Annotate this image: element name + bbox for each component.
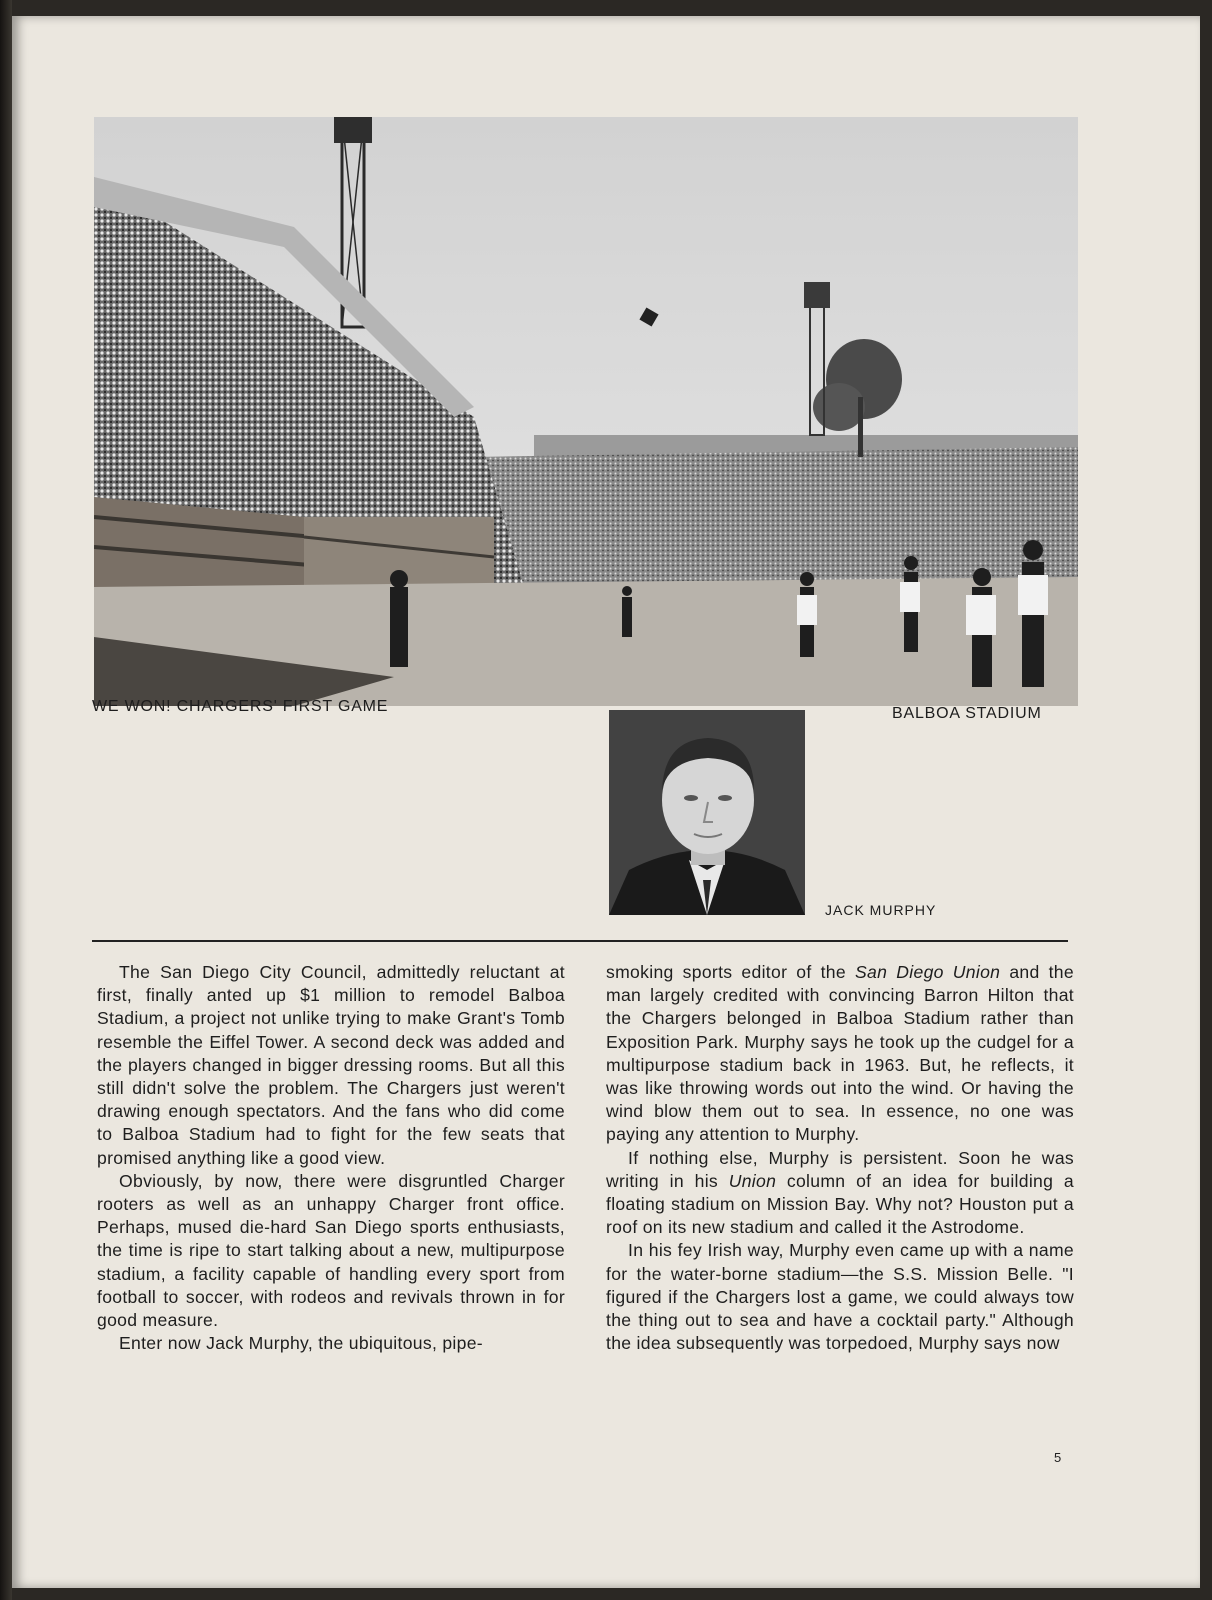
paragraph (606, 1147, 1074, 1240)
portrait-caption: JACK MURPHY (825, 902, 937, 918)
page-number: 5 (1054, 1450, 1062, 1465)
publication-name: Union (728, 1170, 777, 1191)
text-run: column of an idea for building a floating stadium on Mission Bay. Why not? Houston put a roof on its new stadium and called it the Astrodome. (606, 1170, 1074, 1238)
magazine-page (12, 16, 1200, 1588)
publication-name: San Diego Union (855, 962, 1001, 982)
paragraph: Enter now Jack Murphy, the ubiquitous, pipe- (119, 1333, 483, 1354)
text-run: If nothing else, Murphy is persistent. Soon he was writing in his (606, 1147, 1074, 1191)
paragraph: The San Diego City Council, admittedly reluctant at first, finally anted up $1 million to remodel Balboa Stadium, a project not unlike trying to make Grant's Tomb resemble the Eiffel Tower. A second deck was added and the players changed in bigger dressing rooms. But all this still didn't solve the problem. The Chargers just weren't drawing enough spectators. And the fans who did come to Balboa Stadium had to fight for the few seats that promised anything like a good view. (97, 962, 565, 1168)
photo-caption-right: BALBOA STADIUM (892, 705, 1042, 722)
paragraph (606, 961, 1074, 1147)
article-column-right (606, 961, 1074, 1355)
photo-caption-left: WE WON! CHARGERS' FIRST GAME (92, 698, 389, 715)
text-run: smoking sports editor of the (606, 962, 856, 982)
section-divider (92, 940, 1068, 942)
paragraph: In his fey Irish way, Murphy even came up with a name for the water-borne stadium—the S.S. Mission Belle. "I figured if the Chargers lost a game, we could always tow the thing out to sea and have a cocktail party." Although the idea subsequently was torpedoed, Murphy says now (606, 1240, 1074, 1354)
magazine-binding (0, 0, 12, 1600)
stadium-photo (94, 117, 1078, 706)
jack-murphy-portrait (609, 710, 805, 915)
text-run: and the man largely credited with convincing Barron Hilton that the Chargers belonged in Balboa Stadium rather than Exposition Park. Murphy says he took up the cudgel for a multipurpose stadium back in 1963. But, he reflects, it was like throwing words out into the wind. Or having the wind blow them out to sea. In essence, no one was paying any attention to Murphy. (606, 962, 1074, 1145)
article-column-left (97, 961, 565, 1355)
paragraph: Obviously, by now, there were disgruntled Charger rooters as well as an unhappy Charger front office. Perhaps, mused die-hard San Diego sports enthusiasts, the time is ripe to start talking about a new, multipurpose stadium, a facility capable of handling every sport from football to soccer, with rodeos and revivals thrown in for good measure. (97, 1170, 565, 1331)
